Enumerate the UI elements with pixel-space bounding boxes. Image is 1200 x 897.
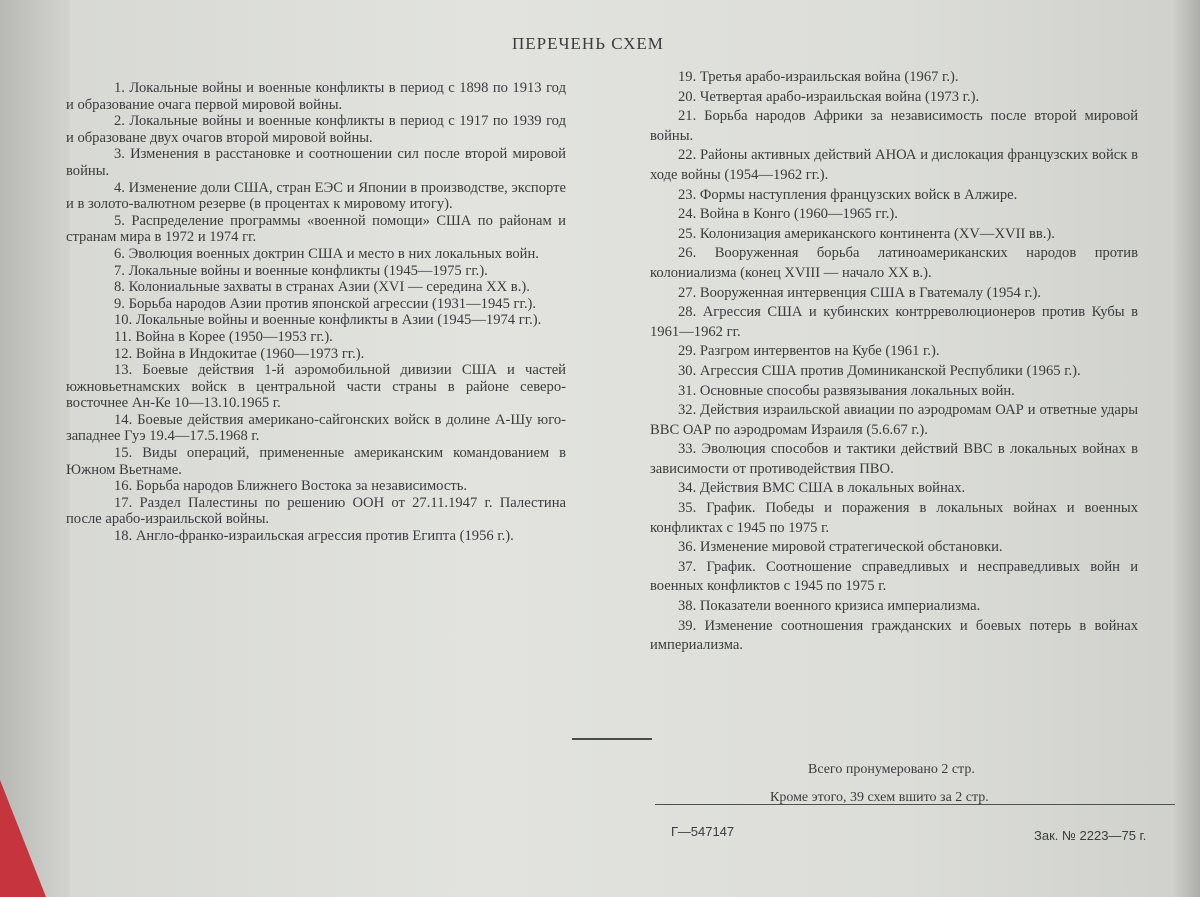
page-right-edge [1172, 0, 1200, 897]
scheme-list-item: 23. Формы наступления французских войск в Алжире. [678, 186, 1018, 203]
page-edge-shadow [0, 0, 70, 897]
scheme-list-item: 30. Агрессия США против Доминиканской Республики (1965 г.). [678, 362, 1081, 379]
scheme-list-item: 24. Война в Конго (1960—1965 гг.). [678, 206, 898, 223]
scheme-list-item: 31. Основные способы развязывания локальных войн. [678, 382, 1015, 399]
scheme-list-item: 34. Действия ВМС США в локальных войнах. [678, 480, 966, 497]
scheme-list-item: 38. Показатели военного кризиса империализма. [678, 598, 981, 615]
scheme-list-item: 35. График. Победы и поражения в локальных войнах и военных конфликтах с 1945 по 1975 г. [650, 500, 1138, 536]
order-number: Зак. № 2223—75 г. [1034, 828, 1147, 843]
scheme-list-item: 19. Третья арабо-израильская война (1967 г.). [678, 69, 959, 85]
scheme-list-item: 29. Разгром интервентов на Кубе (1961 г.). [678, 343, 940, 360]
scheme-list-item: 21. Борьба народов Африки за независимость после второй мировой войны. [650, 108, 1138, 144]
page-title: ПЕРЕЧЕНЬ СХЕМ [512, 34, 664, 53]
scheme-list-item: 4. Изменение доли США, стран ЕЭС и Японии в производстве, экспорте и в золото-валютном резерве (в процентах к мировому итогу). [66, 179, 566, 213]
left-column-list [66, 80, 566, 545]
print-code: Г—547147 [671, 824, 735, 839]
scheme-list-item: 10. Локальные войны и военные конфликты в Азии (1945—1974 гг.). [114, 312, 542, 329]
right-column-list [650, 68, 1138, 656]
scheme-list-item: 1. Локальные войны и военные конфликты в период с 1898 по 1913 год и образование очага первой мировой войны. [66, 80, 566, 113]
scheme-list-item: 5. Распределение программы «военной помощи» США по районам и странам мира в 1972 и 1974 гг. [66, 212, 566, 246]
scheme-list-item: 6. Эволюция военных доктрин США и место в них локальных войн. [114, 245, 539, 262]
scheme-list-item: 37. График. Соотношение справедливых и несправедливых войн и военных конфликтов с 1945 по 1975 г. [650, 558, 1138, 595]
section-divider [572, 738, 652, 740]
scheme-list-item: 17. Раздел Палестины по решению ООН от 27.11.1947 г. Палестина после арабо-израильской войны. [66, 494, 566, 528]
scheme-list-item: 8. Колониальные захваты в странах Азии (XVI — середина XX в.). [114, 279, 530, 296]
footer-rule [655, 804, 1175, 805]
scheme-list-item: 39. Изменение соотношения гражданских и боевых потерь в войнах империализма. [650, 617, 1138, 654]
scheme-list-item: 33. Эволюция способов и тактики действий ВВС в локальных войнах в зависимости от противодействия ПВО. [650, 441, 1138, 477]
scheme-list-item: 20. Четвертая арабо-израильская война (1973 г.). [678, 88, 980, 105]
scheme-list-item: 12. Война в Индокитае (1960—1973 гг.). [114, 345, 365, 362]
scheme-list-item: 18. Англо-франко-израильская агрессия против Египта (1956 г.). [114, 528, 514, 545]
scheme-list-item: 22. Районы активных действий АНОА и дислокация французских войск в ходе войны (1954—1962 гг.). [650, 147, 1138, 183]
scheme-list-item: 13. Боевые действия 1-й аэромобильной дивизии США и частей южновьетнамских войск в центральной части страны в районе северо-восточнее Ан-Ке 10—13.10.1965 г. [66, 362, 566, 412]
scheme-list-item: 2. Локальные войны и военные конфликты в период с 1917 по 1939 год и образоване двух очагов второй мировой войны. [66, 113, 566, 146]
scheme-list-item: 27. Вооруженная интервенция США в Гватемалу (1954 г.). [678, 284, 1041, 301]
scheme-list-item: 11. Война в Корее (1950—1953 гг.). [114, 328, 333, 345]
scheme-list-item: 26. Вооруженная борьба латиноамериканских народов против колониализма (конец XVIII — начало XX в.). [650, 245, 1138, 281]
total-pages-note: Всего пронумеровано 2 стр. [808, 762, 975, 777]
scheme-list-item: 14. Боевые действия американо-сайгонских войск в долине А-Шу юго-западнее Гуэ 19.4—17.5.1968 г. [66, 411, 566, 445]
scheme-list-item: 36. Изменение мировой стратегической обстановки. [678, 539, 1003, 556]
scheme-list-item: 16. Борьба народов Ближнего Востока за независимость. [114, 478, 468, 495]
scheme-list-item: 32. Действия израильской авиации по аэродромам ОАР и ответные удары ВВС ОАР по аэродромам Израиля (5.6.67 г.). [650, 402, 1138, 438]
scheme-list-item: 9. Борьба народов Азии против японской агрессии (1931—1945 гг.). [114, 295, 536, 312]
scheme-list-item: 15. Виды операций, примененные американским командованием в Южном Вьетнаме. [66, 445, 566, 478]
schemes-bound-note: Кроме этого, 39 схем вшито за 2 стр. [770, 790, 989, 805]
scheme-list-item: 28. Агрессия США и кубинских контрреволюционеров против Кубы в 1961—1962 гг. [650, 304, 1138, 340]
scheme-list-item: 25. Колонизация американского континента (XV—XVII вв.). [678, 225, 1055, 242]
scheme-list-item: 7. Локальные войны и военные конфликты (1945—1975 гг.). [114, 262, 488, 279]
scheme-list-item: 3. Изменения в расстановке и соотношении сил после второй мировой войны. [66, 146, 566, 179]
